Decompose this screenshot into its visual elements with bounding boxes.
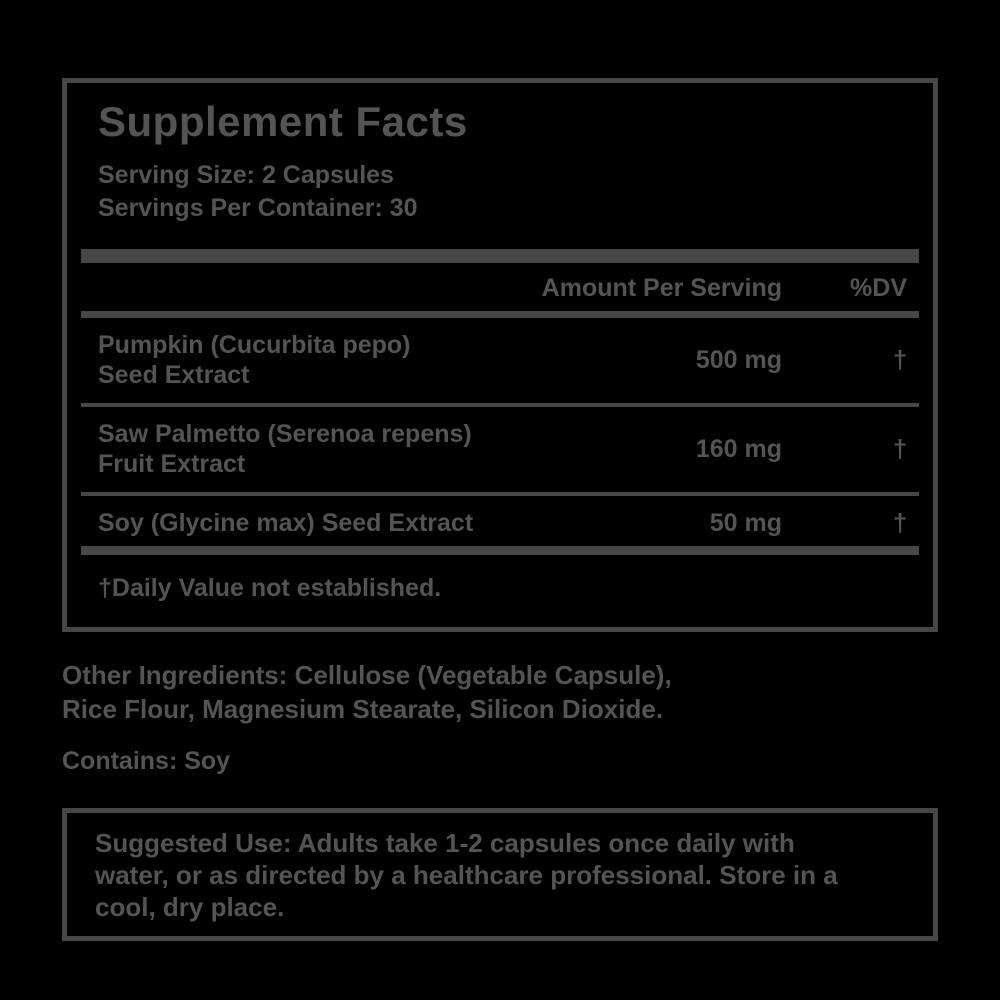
header-percent-dv: %DV <box>850 274 907 302</box>
table-row <box>81 318 919 407</box>
suggested-use-line2: water, or as directed by a healthcare professional. Store in a <box>95 860 838 890</box>
ingredient-dv: † <box>893 435 907 463</box>
servings-per-container: Servings Per Container: 30 <box>98 194 418 222</box>
other-ingredients-line2: Rice Flour, Magnesium Stearate, Silicon Dioxide. <box>62 694 664 724</box>
ingredient-name-line1: Soy (Glycine max) Seed Extract <box>98 509 474 537</box>
ingredient-dv: † <box>893 346 907 374</box>
ingredient-name <box>81 508 534 538</box>
suggested-use-line3: cool, dry place. <box>95 892 285 922</box>
ingredient-name <box>81 330 534 390</box>
other-ingredients-line1: Other Ingredients: Cellulose (Vegetable Capsule), <box>62 660 672 690</box>
supplement-facts-panel <box>62 78 938 632</box>
table-row <box>81 407 919 496</box>
ingredient-name-line2: Seed Extract <box>98 361 250 389</box>
daily-value-footnote: †Daily Value not established. <box>98 574 442 602</box>
suggested-use-line1: Suggested Use: Adults take 1-2 capsules once daily with <box>95 828 795 858</box>
divider-above-footnote <box>81 546 919 555</box>
suggested-use-box <box>62 808 938 941</box>
ingredient-name-line1: Pumpkin (Cucurbita pepo) <box>98 331 411 359</box>
table-header-row <box>81 263 919 311</box>
ingredient-amount: 500 mg <box>695 346 782 374</box>
ingredient-name-line2: Fruit Extract <box>98 450 246 478</box>
divider-below-header <box>81 311 919 318</box>
ingredient-name <box>81 419 534 479</box>
other-ingredients <box>62 658 892 726</box>
ingredient-amount: 160 mg <box>695 435 782 463</box>
header-amount-per-serving: Amount Per Serving <box>541 274 782 302</box>
panel-title: Supplement Facts <box>98 98 468 145</box>
table-row <box>81 496 919 546</box>
ingredient-dv: † <box>893 509 907 537</box>
serving-info <box>98 159 919 225</box>
ingredient-name-line1: Saw Palmetto (Serenoa repens) <box>98 420 472 448</box>
divider-thick-top <box>81 249 919 263</box>
ingredient-amount: 50 mg <box>709 509 782 537</box>
allergen-contains: Contains: Soy <box>62 747 231 775</box>
serving-size: Serving Size: 2 Capsules <box>98 161 394 189</box>
